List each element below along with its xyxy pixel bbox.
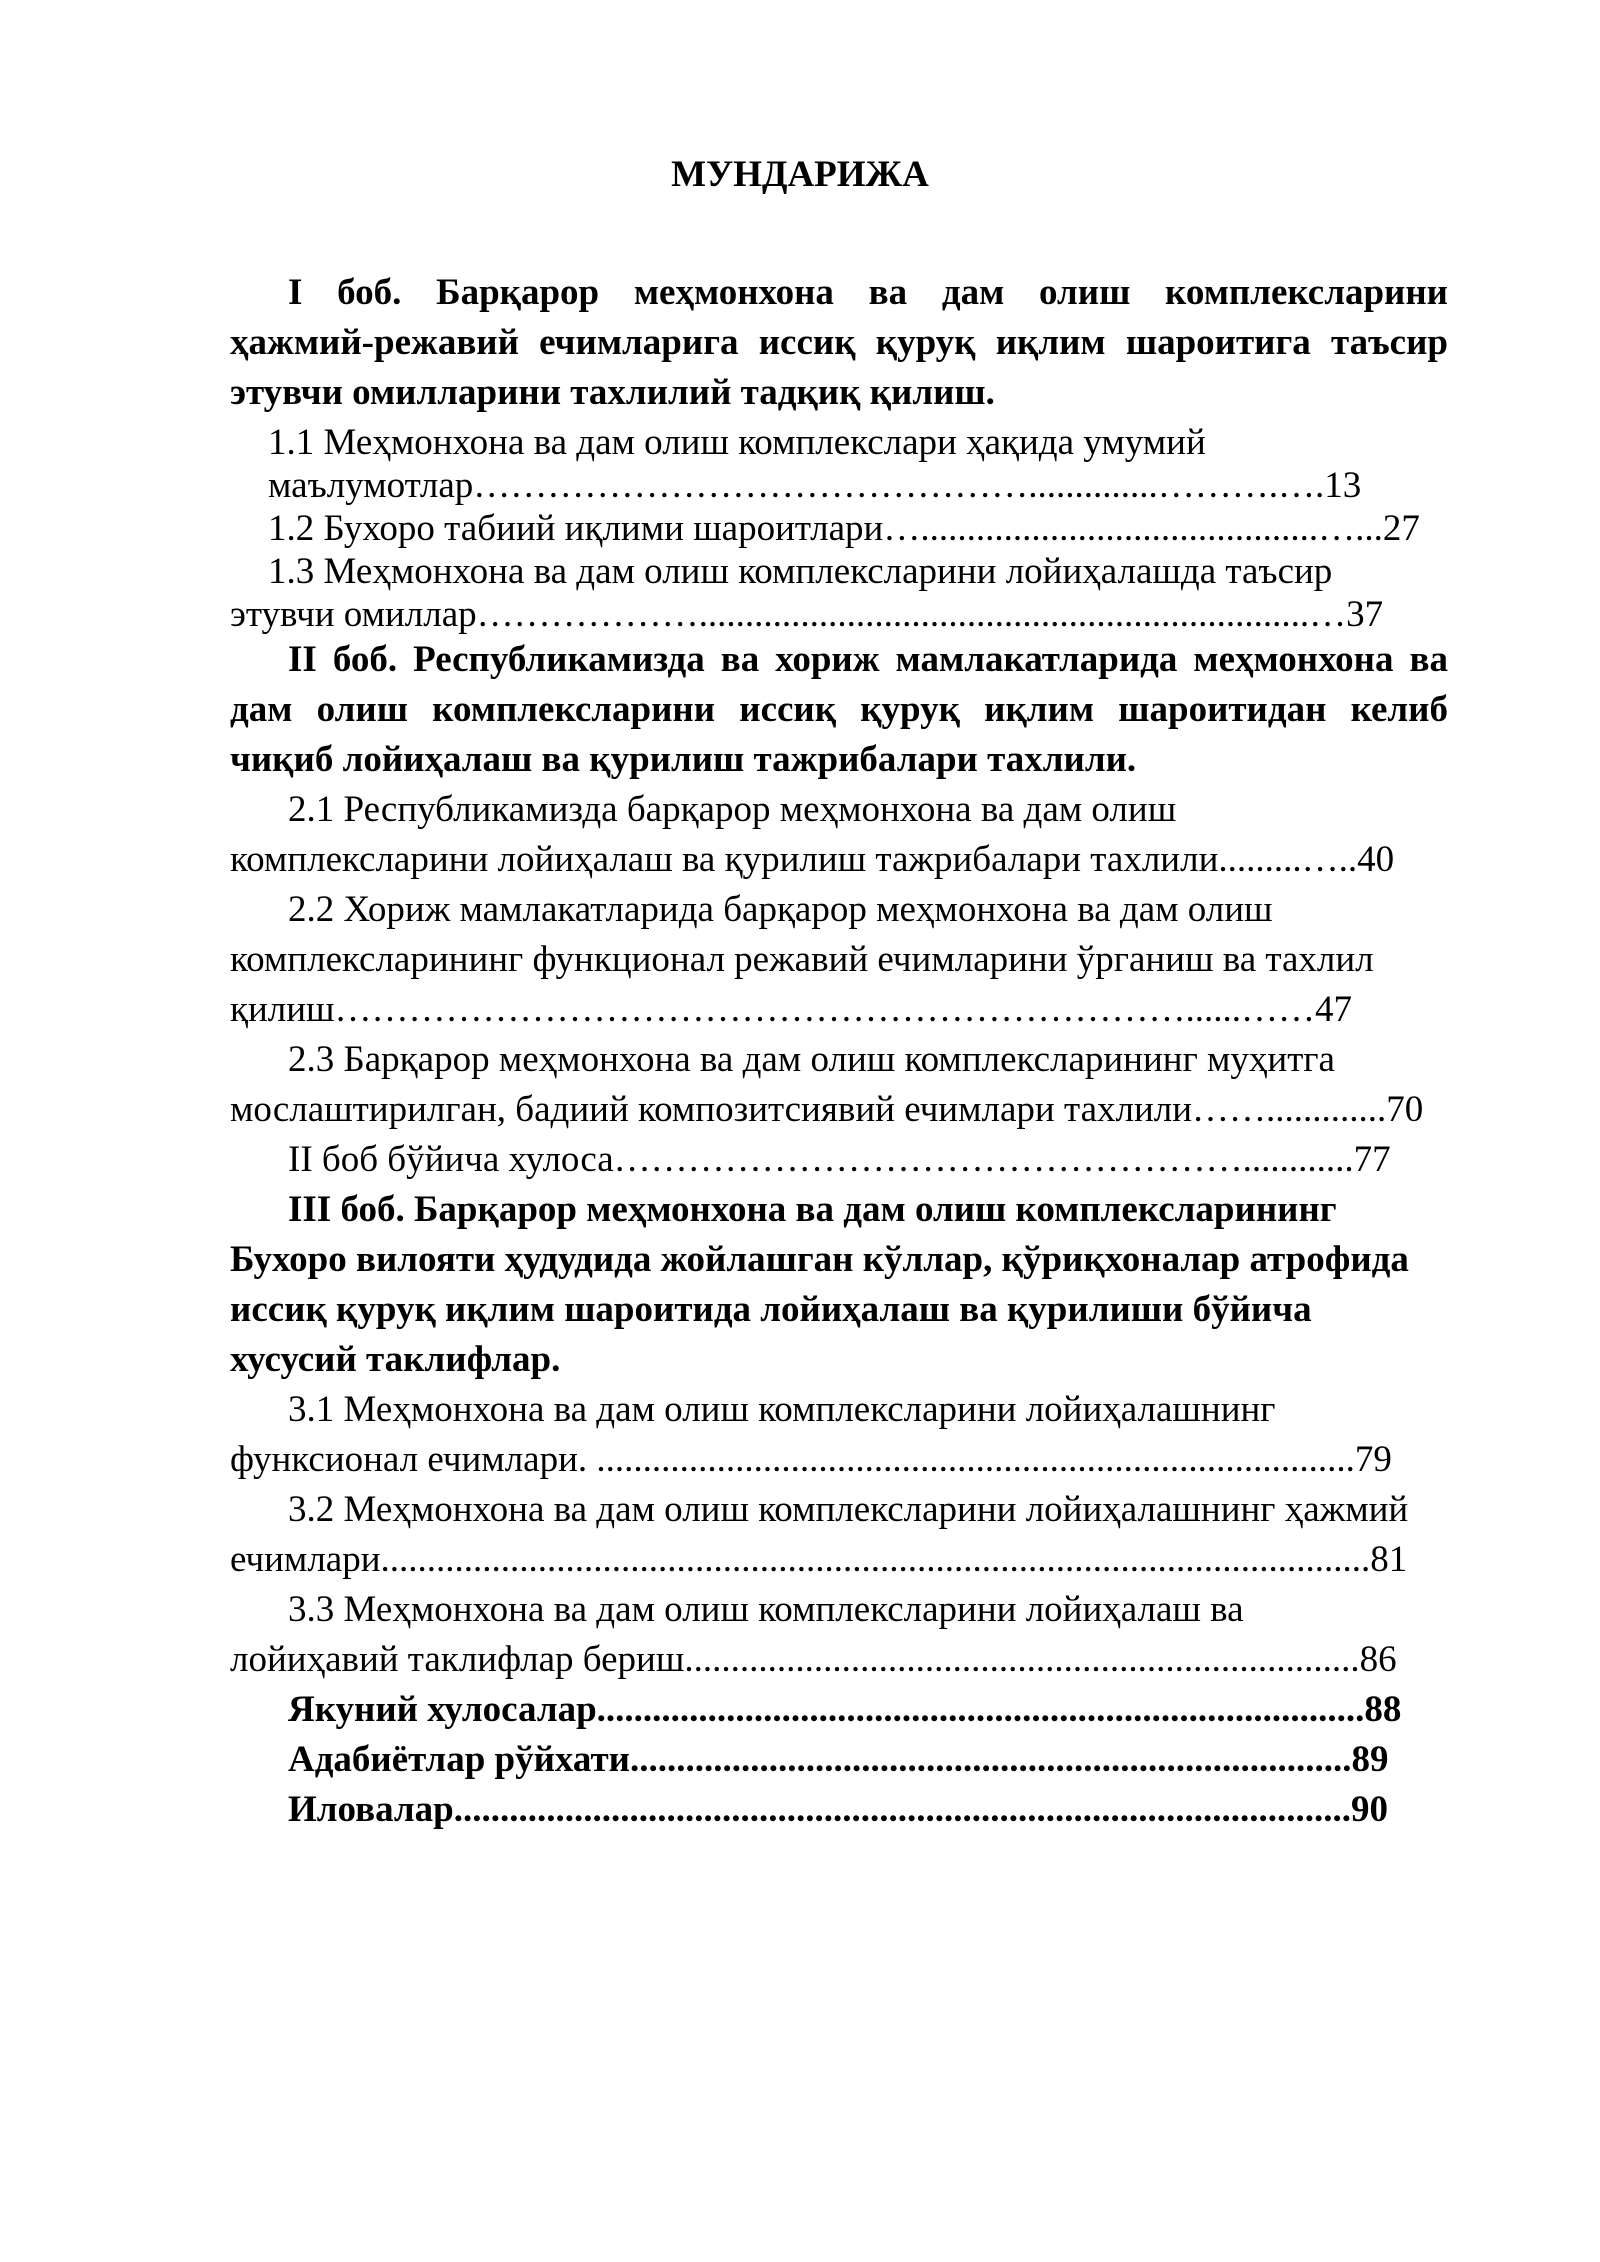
toc-entry-1-2[interactable]: 1.2 Бухоро табиий иқлими шароитлари…...........................................…...27 <box>268 508 1420 549</box>
chapter-3-heading-line-1: ІІІ боб. Барқарор меҳмонхона ва дам олиш комплексларининг <box>288 1189 1337 1230</box>
toc-entry-2-1-line-2[interactable]: комплексларини лойиҳалаш ва қурилиш тажрибалари тахлили.........…..40 <box>230 839 1395 880</box>
toc-entry-3-1-line-2[interactable]: функсионал ечимлари. ..................................................................................79 <box>230 1439 1392 1480</box>
toc-entry-3-1-line-1[interactable]: 3.1 Меҳмонхона ва дам олиш комплексларини лойиҳалашнинг <box>288 1389 1276 1430</box>
chapter-3-heading-line-3: иссиқ қуруқ иқлим шароитида лойиҳалаш ва қурилиши бўйича <box>230 1289 1312 1330</box>
toc-entry-1-1-line-2[interactable]: маълумотлар………………………………………..............……….….13 <box>268 465 1362 506</box>
page-title: МУНДАРИЖА <box>671 154 929 195</box>
toc-entry-2-1-line-1[interactable]: 2.1 Республикамизда барқарор меҳмонхона ва дам олиш <box>288 789 1177 830</box>
toc-entry-3-3-line-1[interactable]: 3.3 Меҳмонхона ва дам олиш комплексларини лойиҳалаш ва <box>288 1589 1244 1630</box>
chapter-3-heading-line-2: Бухоро вилояти ҳудудида жойлашган кўллар, қўриқхоналар атрофида <box>230 1239 1409 1280</box>
toc-entry-final-conclusions[interactable]: Якуний хулосалар...................................................................................88 <box>288 1689 1402 1730</box>
toc-entry-appendices[interactable]: Иловалар.................................................................................................90 <box>288 1789 1389 1830</box>
toc-entry-1-3-line-2[interactable]: этувчи омиллар………………..................................................................…37 <box>230 594 1384 635</box>
toc-entry-3-2-line-1[interactable]: 3.2 Меҳмонхона ва дам олиш комплексларини лойиҳалашнинг ҳажмий <box>288 1489 1409 1530</box>
toc-entry-chapter-2-conclusion[interactable]: ІІ боб бўйича хулоса……………………………………………............77 <box>288 1139 1391 1180</box>
toc-entry-1-1-line-1[interactable]: 1.1 Меҳмонхона ва дам олиш комплекслари ҳақида умумий <box>268 422 1206 463</box>
chapter-1-heading-line-2: ҳажмий-режавий ечимларига иссиқ қуруқ иқлим шароитига таъсир <box>230 322 1448 363</box>
chapter-3-heading-line-4: хусусий таклифлар. <box>230 1339 561 1380</box>
chapter-2-heading-line-2: дам олиш комплексларини иссиқ қуруқ иқлим шароитидан келиб <box>230 689 1448 730</box>
toc-entry-2-2-line-2[interactable]: комплексларининг функционал режавий ечимларини ўрганиш ва тахлил <box>230 939 1374 980</box>
chapter-1-heading-line-1: І боб. Барқарор меҳмонхона ва дам олиш комплексларини <box>288 272 1448 313</box>
toc-entry-2-2-line-1[interactable]: 2.2 Хориж мамлакатларида барқарор меҳмонхона ва дам олиш <box>288 889 1273 930</box>
toc-entry-2-3-line-2[interactable]: мослаштирилган, бадиий композитсиявий ечимлари тахлили…….............70 <box>230 1089 1424 1130</box>
toc-entry-3-3-line-2[interactable]: лойиҳавий таклифлар бериш.........................................................................86 <box>230 1639 1397 1680</box>
chapter-2-heading-line-3: чиқиб лойиҳалаш ва қурилиш тажрибалари тахлили. <box>230 739 1137 780</box>
toc-entry-1-3-line-1[interactable]: 1.3 Меҳмонхона ва дам олиш комплексларини лойиҳалашда таъсир <box>268 551 1333 592</box>
chapter-2-heading-line-1: ІІ боб. Республикамизда ва хориж мамлакатларида меҳмонхона ва <box>288 639 1448 680</box>
toc-entry-3-2-line-2[interactable]: ечимлари...........................................................................................................81 <box>230 1539 1408 1580</box>
toc-entry-2-3-line-1[interactable]: 2.3 Барқарор меҳмонхона ва дам олиш комплексларининг муҳитга <box>288 1039 1335 1080</box>
chapter-1-heading-line-3: этувчи омилларини тахлилий тадқиқ қилиш. <box>230 372 995 413</box>
toc-entry-2-2-line-3[interactable]: қилиш……………………………………………………………......……47 <box>230 989 1353 1030</box>
toc-entry-bibliography[interactable]: Адабиётлар рўйхати..............................................................................89 <box>288 1739 1389 1780</box>
